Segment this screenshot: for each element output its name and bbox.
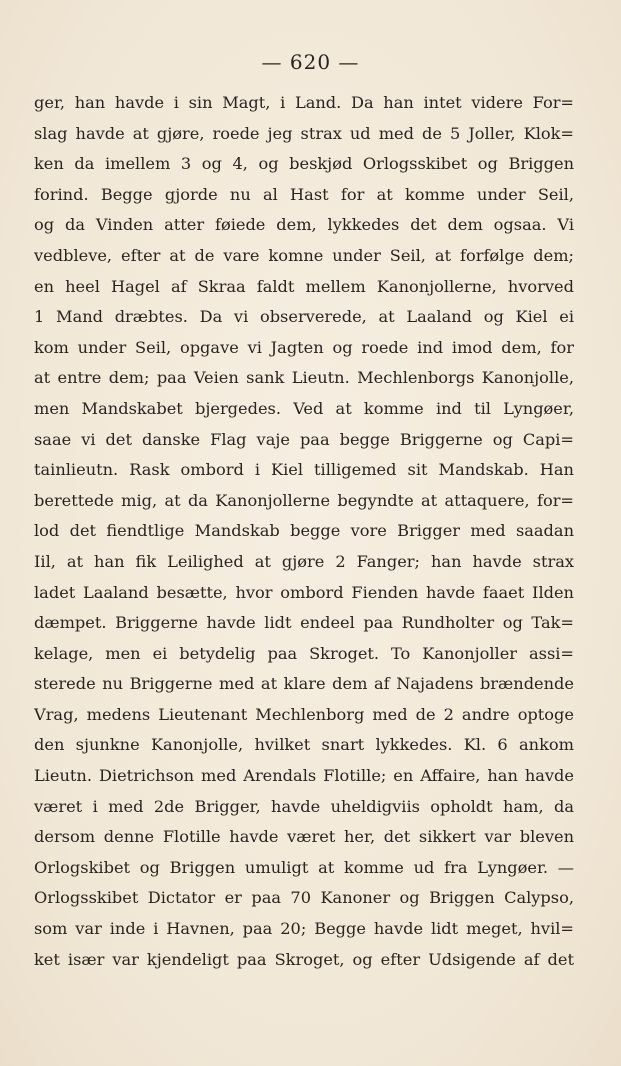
text-line: været i med 2de Brigger, havde uheldigviis opholdt ham, da: [34, 796, 574, 816]
text-line: Orlogskibet og Briggen umuligt at komme ud fra Lyngøer. —: [34, 857, 574, 877]
text-line: saae vi det danske Flag vaje paa begge Briggerne og Capi=: [34, 429, 574, 449]
text-line: en heel Hagel af Skraa faldt mellem Kanonjollerne, hvorved: [34, 276, 574, 296]
text-line: tainlieutn. Rask ombord i Kiel tilligemed sit Mandskab. Han: [34, 460, 574, 480]
text-line: vedbleve, efter at de vare komne under Seil, at forfølge dem;: [34, 245, 574, 265]
text-line: men Mandskabet bjergedes. Ved at komme ind til Lyngøer,: [34, 398, 574, 418]
text-line: 1 Mand dræbtes. Da vi observerede, at Laaland og Kiel ei: [34, 307, 574, 327]
text-line: Lieutn. Dietrichson med Arendals Flotille; en Affaire, han havde: [34, 766, 574, 786]
text-line: slag havde at gjøre, roede jeg strax ud med de 5 Joller, Klok=: [34, 123, 574, 143]
text-line: Vrag, medens Lieutenant Mechlenborg med de 2 andre optoge: [34, 704, 574, 724]
text-line: Orlogsskibet Dictator er paa 70 Kanoner og Briggen Calypso,: [34, 888, 574, 908]
text-line: at entre dem; paa Veien sank Lieutn. Mechlenborgs Kanonjolle,: [34, 368, 574, 388]
text-line: ladet Laaland besætte, hvor ombord Fienden havde faaet Ilden: [34, 582, 574, 602]
text-line: ket især var kjendeligt paa Skroget, og efter Udsigende af det: [34, 949, 574, 969]
text-line: dersom denne Flotille havde været her, det sikkert var bleven: [34, 827, 574, 847]
text-line: kelage, men ei betydelig paa Skroget. To Kanonjoller assi=: [34, 643, 574, 663]
text-line: kom under Seil, opgave vi Jagten og roede ind imod dem, for: [34, 337, 574, 357]
text-line: sterede nu Briggerne med at klare dem af Najadens brændende: [34, 674, 574, 694]
text-line: den sjunkne Kanonjolle, hvilket snart lykkedes. Kl. 6 ankom: [34, 735, 574, 755]
text-line: lod det fiendtlige Mandskab begge vore Brigger med saadan: [34, 521, 574, 541]
text-line: forind. Begge gjorde nu al Hast for at komme under Seil,: [34, 184, 574, 204]
text-line: og da Vinden atter føiede dem, lykkedes det dem ogsaa. Vi: [34, 215, 574, 235]
text-line: dæmpet. Briggerne havde lidt endeel paa Rundholter og Tak=: [34, 613, 574, 633]
text-line: berettede mig, at da Kanonjollerne begyndte at attaquere, for=: [34, 490, 574, 510]
text-line: ger, han havde i sin Magt, i Land. Da han intet videre For=: [34, 93, 574, 112]
page-number: — 620 —: [261, 50, 360, 74]
text-line: Iil, at han fik Leilighed at gjøre 2 Fanger; han havde strax: [34, 551, 574, 571]
text-line: som var inde i Havnen, paa 20; Begge havde lidt meget, hvil=: [34, 919, 574, 939]
body-text: [34, 88, 574, 975]
text-line: ken da imellem 3 og 4, og beskjød Orlogsskibet og Briggen: [34, 154, 574, 174]
